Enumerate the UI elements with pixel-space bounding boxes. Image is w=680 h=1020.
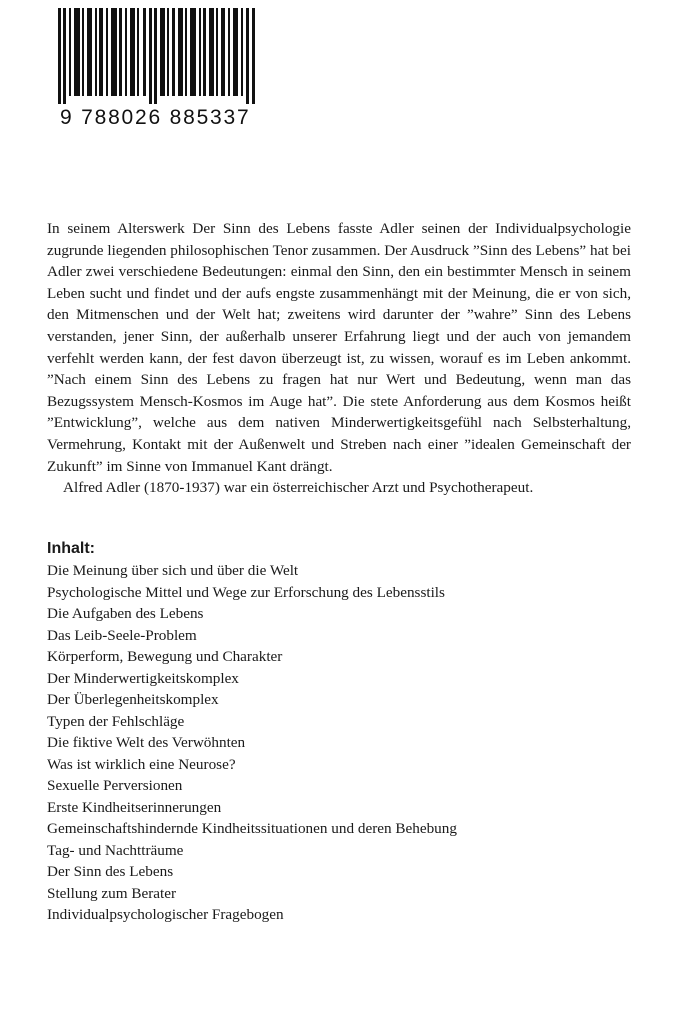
isbn-barcode: [58, 8, 258, 130]
toc-item: Tag- und Nachtträume: [47, 841, 184, 859]
toc-item: Individualpsychologischer Fragebogen: [47, 906, 284, 923]
toc-item: Was ist wirklich eine Neurose?: [47, 755, 236, 773]
toc-item: Stellung zum Berater: [47, 884, 177, 902]
contents-heading: Inhalt:: [47, 540, 95, 557]
toc-item: Typen der Fehlschläge: [47, 712, 185, 730]
author-bio: Alfred Adler (1870-1937) war ein österreichischer Arzt und Psychotherapeut.: [63, 479, 534, 497]
toc-item: Die fiktive Welt des Verwöhnten: [47, 734, 246, 751]
toc-item: Erste Kindheitserinnerungen: [47, 798, 222, 816]
barcode-bars: [58, 8, 258, 104]
isbn-number: 9 788026 885337: [60, 106, 251, 129]
toc-item: Körperform, Bewegung und Charakter: [47, 648, 283, 665]
table-of-contents: [47, 560, 631, 926]
toc-item: Die Aufgaben des Lebens: [47, 605, 204, 622]
toc-item: Der Sinn des Lebens: [47, 863, 174, 880]
toc-item: Der Überlegenheitskomplex: [47, 691, 219, 708]
toc-item: Gemeinschaftshindernde Kindheitssituationen und deren Behebung: [47, 820, 457, 837]
description-paragraph: In seinem Alterswerk Der Sinn des Lebens fasste Adler seinen der Individualpsychologie zugrunde liegenden philosophischen Tenor zusammen. Der Ausdruck ”Sinn des Lebens” hat bei Adler zwei verschiedene Bedeutungen: einmal den Sinn, den ein bestimmter Mensch in seinem Leben sucht und findet und der aufs engste zusammenhängt mit der Meinung, die er von sich, den Mitmenschen und der Welt hat; zweitens wird darunter der ”wahre” Sinn des Lebens verstanden, jener Sinn, der außerhalb unserer Erfahrung liegt und der auch von jemandem verfehlt werden kann, der fest davon überzeugt ist, zu wissen, worauf es im Leben ankommt. ”Nach einem Sinn des Lebens zu fragen hat nur Wert und Bedeutung, wenn man das Bezugssystem Mensch-Kosmos im Auge hat”. Die stete Anforderung aus dem Kosmos heißt ”Entwicklung”, welche aus dem nativen Minderwertigkeitsgefühl nach Selbsterhaltung, Vermehrung, Kontakt mit der Außenwelt und Streben nach einer ”idealen Gemeinschaft der Zukunft” im Sinne von Immanuel Kant drängt.: [47, 220, 631, 475]
toc-item: Die Meinung über sich und über die Welt: [47, 562, 299, 579]
toc-item: Sexuelle Perversionen: [47, 777, 183, 794]
toc-item: Das Leib-Seele-Problem: [47, 626, 197, 644]
toc-item: Der Minderwertigkeitskomplex: [47, 669, 239, 687]
toc-item: Psychologische Mittel und Wege zur Erforschung des Lebensstils: [47, 583, 445, 601]
book-description: [47, 218, 631, 499]
